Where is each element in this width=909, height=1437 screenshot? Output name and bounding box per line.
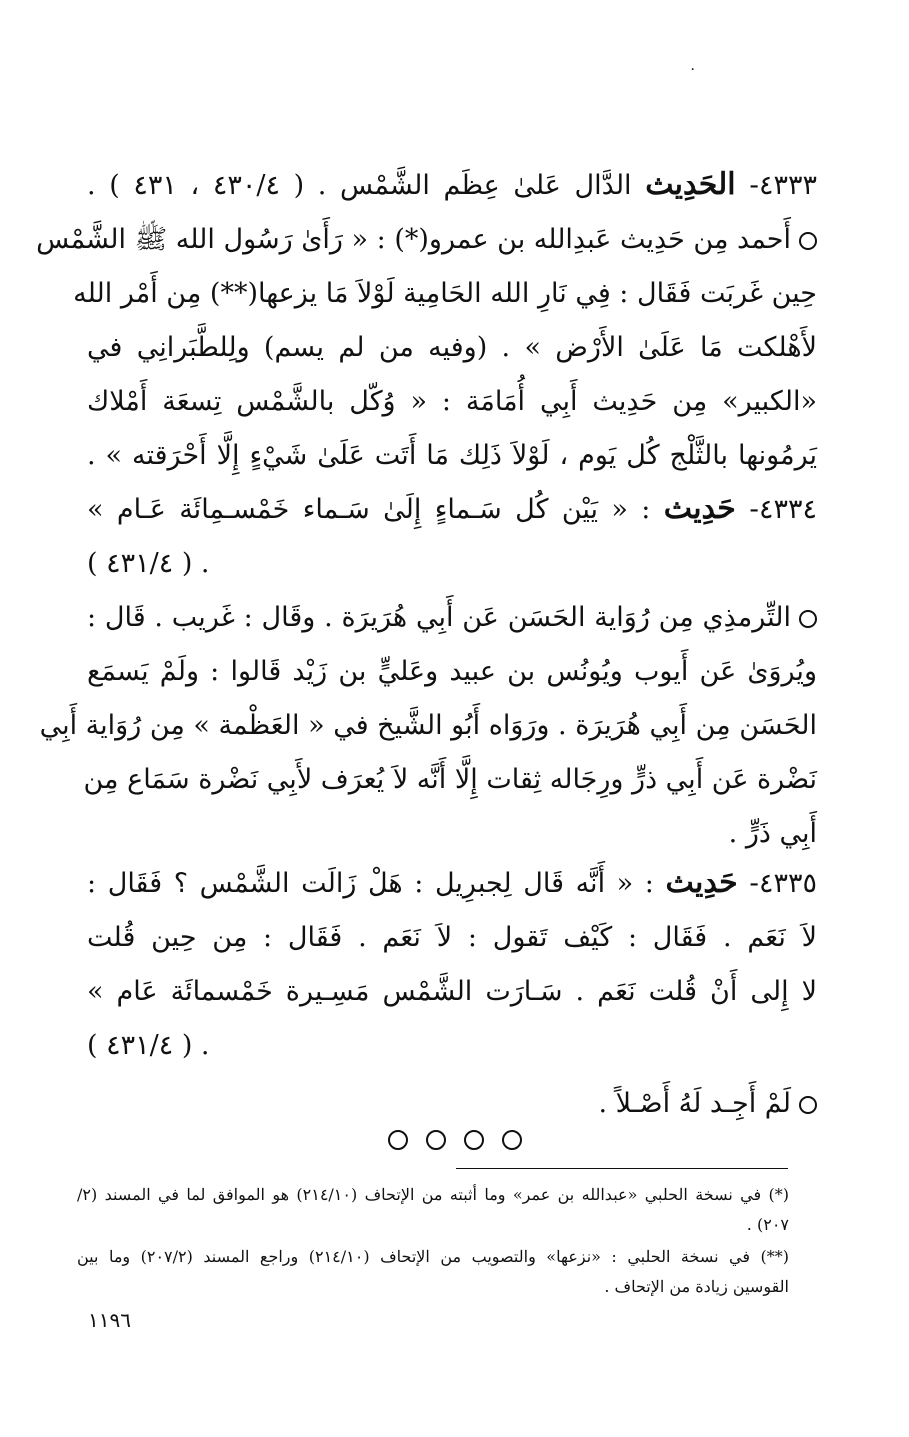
entry-reference: . ( ٤٣١/٤ ) [87,1030,210,1061]
entry-heading [87,482,817,537]
entry-4335 [87,856,817,1131]
entry-text-line: لاَ نَعَم . فَقَال : كَيْف تَقول : لاَ نَعَم . فَقَال : مِن حِين قُلت [87,922,817,953]
entry-keyword: حَدِيث [663,491,736,526]
entry-text-line: لأَهْلكت مَا عَلَىٰ الأَرْض » . (وفيه من لم يسم) ولِلطَّبَرانِي في [87,332,817,363]
entry-text-line: حِين غَربَت فَقَال : فِي نَارِ الله الحَامِية لَوْلاَ مَا يزعها(**) مِن أَمْر الله [73,278,817,309]
entry-heading [87,158,817,213]
entry-keyword: حَدِيث [665,865,738,900]
entry-title: : « يَيْن كُل سَـماءٍ إِلَىٰ سَـماء خَمْسـمِائَة عَـام » [87,494,651,525]
ornament-circle-icon [388,1130,408,1150]
ornament-circle-icon [502,1130,522,1150]
footnote-line: (*) في نسخة الحلبي «عبدالله بن عمر» وما أثبته من الإتحاف (٢١٤/١٠) هو الموافق لما في المسند (٢/ [77,1185,789,1204]
text-span: التِّرمذِي مِن رُوَاية الحَسَن عَن أَبِي هُرَيرَة . وقَال : غَريب . قَال : [87,602,791,633]
entry-text-line: أَبِي ذَرٍّ . [728,818,817,849]
footnote-divider [456,1168,788,1169]
entry-number: ٤٣٣٣- [749,170,817,201]
bullet-circle-icon [799,610,817,628]
entry-text-line: ويُروَىٰ عَن أَيوب ويُونُس بن عبيد وعَليٍّ بن زَيْد قَالوا : ولَمْ يَسمَع [87,656,817,687]
entry-text-line [36,213,817,267]
bullet-circle-icon [799,232,817,250]
entry-heading [87,856,817,911]
entry-text-line: الحَسَن مِن أَبِي هُرَيرَة . ورَوَاه أَبُو الشَّيخ في « العَظْمة » مِن رُوَاية أَبِي [39,710,817,741]
entry-title: الدَّال عَلىٰ عِظَم الشَّمْس . ( ٤٣٠/٤ ، ٤٣١ ) . [87,170,632,201]
entry-text-line: لا إِلى أَنْ قُلت نَعَم . سَـارَت الشَّمْس مَسِـيرة خَمْسمائَة عَام » [87,976,817,1007]
section-ornament [0,1130,909,1150]
entry-reference: . ( ٤٣١/٤ ) [87,548,210,579]
footnote-line: ٢٠٧) . [746,1215,789,1234]
text-span: أَحمد مِن حَدِيث عَبدِالله بن عمرو(*) : « رَأَىٰ رَسُول الله ﷺ الشَّمْس [36,224,791,255]
entry-4334 [39,482,817,861]
ornament-circle-icon [426,1130,446,1150]
entry-title: : « أَنَّه قَال لِجبرِيل : هَلْ زَالَت الشَّمْس ؟ فَقَال : [87,868,654,899]
ornament-circle-icon [464,1130,484,1150]
entry-keyword: الحَدِيث [645,167,736,202]
footnote-2 [77,1242,789,1302]
entry-text-line: نَضْرة عَن أَبِي ذرٍّ ورِجَاله ثِقات إِلَّا أَنَّه لاَ يُعرَف لأَبِي نَضْرة سَمَاع مِن [83,764,817,795]
entry-number: ٤٣٣٥- [749,868,817,899]
entry-text-line: يَرمُونها بالثَّلْج كُل يَوم ، لَوْلاَ ذَلِك مَا أَتَت عَلَىٰ شَيْءٍ إِلَّا أَحْرَقته » . [87,440,817,471]
bullet-circle-icon [799,1096,817,1114]
header-mark: · [690,62,695,78]
entry-number: ٤٣٣٤- [749,494,817,525]
page-number: ١١٩٦ [88,1308,131,1332]
entry-comment [87,1077,817,1131]
footnote-line: (**) في نسخة الحلبي : «نزعها» والتصويب من الإتحاف (٢١٤/١٠) وراجع المسند (٢٠٧/٢) وما بين [77,1247,789,1266]
footnote-line: القوسين زيادة من الإتحاف . [604,1277,789,1296]
entry-4333 [36,158,817,483]
entry-text-line: «الكبير» مِن حَدِيث أَبِي أُمَامَة : « وُكّل بالشَّمْس تِسعَة أَمْلاك [87,386,817,417]
text-span: لَمْ أَجِـد لَهُ أَصْـلاً . [598,1088,791,1119]
footnote-1 [77,1180,789,1240]
entry-text-line [87,591,817,645]
